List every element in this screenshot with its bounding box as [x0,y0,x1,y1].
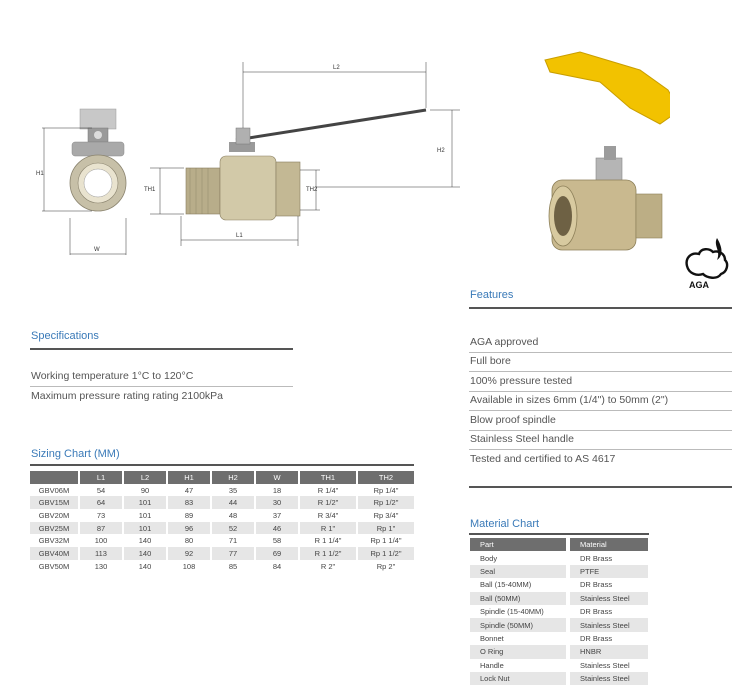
feature-item: Available in sizes 6mm (1/4") to 50mm (2") [470,394,669,406]
divider [469,449,732,450]
l2-label: L2 [333,65,340,71]
table-cell: Stainless Steel [570,618,648,631]
table-cell: Bonnet [480,633,504,643]
table-cell: Rp 1/2" [358,496,414,509]
column-header: Material [570,538,648,551]
features-heading-rule [469,307,732,309]
w-label: W [94,247,100,253]
specifications-heading-rule [30,348,293,350]
table-cell: Rp 1 1/4" [370,536,402,546]
table-cell: DR Brass [580,553,613,563]
aga-logo-text: AGA [689,280,709,290]
table-cell: Lock Nut [470,672,566,685]
feature-item: Stainless Steel handle [470,433,574,445]
valve-end-view [70,109,126,211]
table-cell: 83 [168,496,210,509]
feature-item: Tested and certified to AS 4617 [470,453,616,465]
table-cell: R 1 1/4" [314,536,342,546]
table-cell: GBV15M [30,496,78,509]
feature-item: Full bore [470,355,511,367]
table-cell: 101 [138,510,152,520]
table-row [470,565,648,578]
table-cell: 84 [272,561,282,571]
table-row [470,605,648,618]
table-cell: 140 [124,547,166,560]
column-header: W [256,471,298,484]
table-row [470,632,648,645]
table-row [30,547,414,560]
table-cell: R 1/4" [317,485,339,495]
table-cell: R 3/4" [317,510,339,520]
table-row [470,645,648,658]
column-header: H1 [168,471,210,484]
table-cell: 48 [228,510,238,520]
table-cell: 113 [80,547,122,560]
divider [469,352,732,353]
table-cell: 87 [80,522,122,535]
table-cell: 18 [272,485,282,495]
table-row [470,618,648,631]
table-cell: 90 [140,485,150,495]
table-cell: Spindle (50MM) [470,618,566,631]
table-cell: Spindle (15-40MM) [480,607,544,617]
table-cell: 140 [138,561,152,571]
table-cell: Stainless Steel [570,672,648,685]
valve-product-photo [540,45,670,260]
table-cell: 69 [256,547,298,560]
flame-australia-icon [683,236,735,282]
table-cell: 58 [272,536,282,546]
table-cell: DR Brass [580,607,613,617]
h2-label: H2 [437,148,445,154]
valve-dimension-drawing [0,55,470,255]
column-header: Part [470,538,566,551]
table-cell: 85 [228,561,238,571]
th2-label: TH2 [306,187,318,193]
material-header-row [470,538,648,551]
table-cell: 64 [80,496,122,509]
table-cell: Rp 1" [358,522,414,535]
table-cell: 101 [124,522,166,535]
divider [469,371,732,372]
table-cell: Rp 1 1/2" [358,547,414,560]
table-cell: 44 [212,496,254,509]
table-cell: DR Brass [580,633,613,643]
table-cell: R 2" [320,561,336,571]
table-cell: R 1" [300,522,356,535]
table-cell: 47 [184,485,194,495]
table-cell: R 1/2" [300,496,356,509]
table-cell: 35 [228,485,238,495]
sizing-chart-table [30,471,414,573]
table-row [30,560,414,573]
column-header: TH2 [358,471,414,484]
table-cell: PTFE [570,565,648,578]
specifications-heading: Specifications [31,330,99,342]
h1-label: H1 [36,171,44,177]
table-cell: Rp 1/4" [373,485,399,495]
table-row [30,534,414,547]
divider [469,391,732,392]
feature-item: AGA approved [470,336,539,348]
table-cell: HNBR [570,645,648,658]
table-cell: GBV32M [38,536,70,546]
aga-logo [683,236,735,292]
table-cell: 140 [138,536,152,546]
l1-label: L1 [236,233,243,239]
table-cell: Handle [480,660,504,670]
column-header: L2 [124,471,166,484]
table-row [470,578,648,591]
spec-item: Working temperature 1°C to 120°C [31,370,194,382]
table-cell: 80 [184,536,194,546]
feature-item: 100% pressure tested [470,375,573,387]
table-cell: DR Brass [580,580,613,590]
table-cell: Rp 3/4" [373,510,399,520]
table-cell: R 1 1/2" [300,547,356,560]
table-cell: Seal [470,565,566,578]
table-row [470,551,648,564]
table-cell: 108 [182,561,196,571]
divider [469,410,732,411]
table-cell: Ball (50MM) [470,592,566,605]
table-cell: Body [480,553,498,563]
table-cell: GBV25M [30,522,78,535]
table-cell: 52 [212,522,254,535]
table-cell: 54 [96,485,106,495]
material-chart-rule [469,533,649,535]
column-header: L1 [80,471,122,484]
sizing-chart-rule [30,464,414,466]
table-cell: 130 [94,561,108,571]
table-row [30,496,414,509]
table-row [470,659,648,672]
table-row [30,522,414,535]
table-cell: 101 [124,496,166,509]
th1-label: TH1 [144,187,156,193]
table-cell: 73 [96,510,106,520]
table-cell: GBV50M [38,561,70,571]
features-bottom-rule [469,486,732,488]
sizing-chart-heading: Sizing Chart (MM) [31,448,120,460]
table-cell: O Ring [470,645,566,658]
material-chart-table [470,538,648,685]
feature-item: Blow proof spindle [470,414,556,426]
table-cell: 100 [94,536,108,546]
table-cell: Rp 2" [376,561,396,571]
table-row [470,672,648,685]
table-cell: 92 [168,547,210,560]
material-chart-heading: Material Chart [470,518,540,530]
table-cell: 37 [272,510,282,520]
table-row [470,592,648,605]
table-cell: 46 [256,522,298,535]
spec-item: Maximum pressure rating rating 2100kPa [31,390,224,402]
table-cell: 77 [212,547,254,560]
table-cell: 96 [168,522,210,535]
table-cell: 71 [228,536,238,546]
table-cell: Stainless Steel [570,592,648,605]
table-cell: GBV40M [30,547,78,560]
divider [30,386,293,387]
column-header: H2 [212,471,254,484]
table-cell: 30 [256,496,298,509]
column-header: TH1 [300,471,356,484]
table-cell: Stainless Steel [580,660,630,670]
features-heading: Features [470,289,514,301]
valve-side-view [186,110,426,220]
divider [469,430,732,431]
column-header [30,471,78,484]
table-cell: GBV06M [38,485,70,495]
table-row [30,484,414,497]
table-cell: GBV20M [38,510,70,520]
table-cell: 89 [184,510,194,520]
sizing-header-row [30,471,414,484]
table-cell: Ball (15-40MM) [480,580,532,590]
table-row [30,509,414,522]
